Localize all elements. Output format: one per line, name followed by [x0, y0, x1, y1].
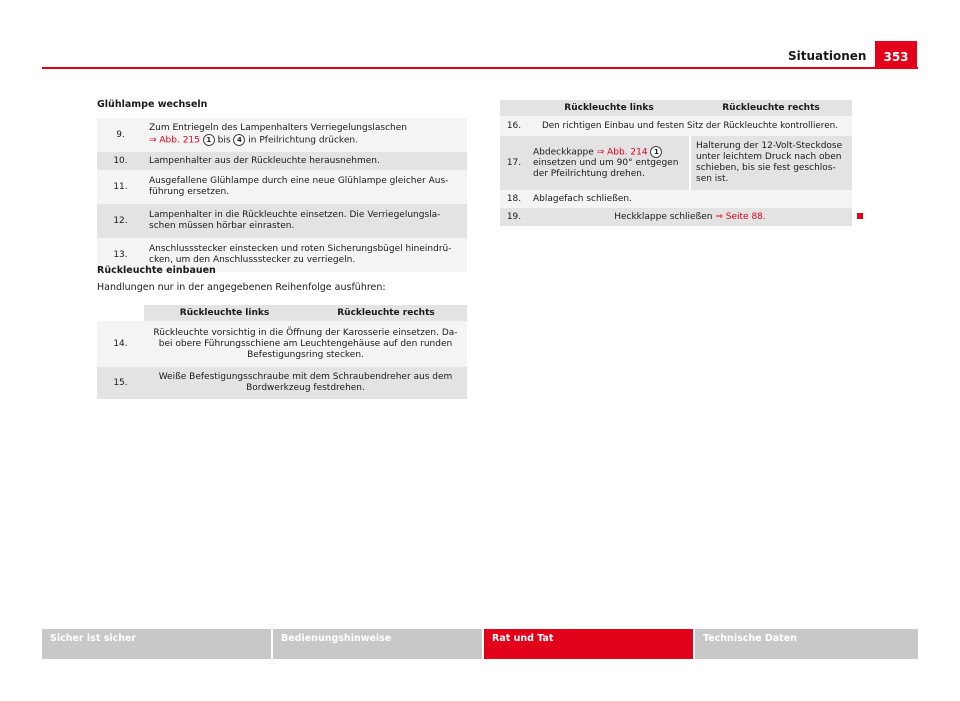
step-number: 16.	[500, 116, 528, 136]
step-number: 11.	[97, 170, 144, 204]
column-header-right: Rückleuchte rechts	[690, 100, 852, 116]
step-text-left	[528, 136, 690, 190]
step-text: Ausgefallene Glühlampe durch eine neue Glühlampe gleicher Aus-führung ersetzen.	[144, 170, 467, 204]
callout-badge: 4	[233, 134, 245, 146]
step-text-part: in Pfeilrichtung drücken.	[248, 135, 358, 146]
footer-nav	[42, 629, 918, 659]
taillight-check-table	[500, 100, 852, 226]
step-text: Lampenhalter aus der Rückleuchte herausnehmen.	[144, 152, 467, 170]
step-number: 17.	[500, 136, 528, 190]
figure-link[interactable]: ⇒ Abb. 215	[149, 135, 200, 146]
step-text-part: Heckklappe schließen	[614, 211, 716, 222]
step-text	[528, 208, 852, 226]
step-number: 10.	[97, 152, 144, 170]
callout-badge: 1	[650, 146, 662, 158]
footer-tab-technische-daten[interactable]: Technische Daten	[695, 629, 918, 659]
step-text-part: Abdeckkappe	[533, 147, 594, 158]
step-number: 15.	[97, 367, 144, 399]
step-text-right: Halterung der 12-Volt-Steckdose unter leichtem Druck nach oben schieben, bis sie fest geschlos-sen ist.	[690, 136, 852, 190]
bulb-steps-table	[97, 118, 467, 272]
section-heading-gluehlampe: Glühlampe wechseln	[97, 99, 208, 110]
table-row	[97, 321, 467, 367]
step-text-part: bis	[217, 135, 231, 146]
header-rule	[42, 67, 918, 69]
column-header-right: Rückleuchte rechts	[305, 305, 467, 321]
table-row	[97, 367, 467, 399]
footer-tab-bedienung[interactable]: Bedienungshinweise	[273, 629, 482, 659]
header-empty-cell	[500, 100, 528, 116]
step-text-part: Zum Entriegeln des Lampenhalters Verriegelungslaschen	[149, 123, 407, 134]
step-number: 9.	[97, 118, 144, 152]
column-header-left: Rückleuchte links	[528, 100, 690, 116]
step-number: 14.	[97, 321, 144, 367]
table-row	[500, 136, 852, 190]
step-text: Den richtigen Einbau und festen Sitz der Rückleuchte kontrollieren.	[528, 116, 852, 136]
section-heading-einbauen: Rückleuchte einbauen	[97, 265, 216, 276]
step-text: Ablagefach schließen.	[528, 190, 852, 208]
instruction-text: Handlungen nur in der angegebenen Reihenfolge ausführen:	[97, 282, 386, 293]
table-row	[500, 208, 852, 226]
table-row	[97, 118, 467, 152]
install-steps-table	[97, 305, 467, 399]
step-number: 18.	[500, 190, 528, 208]
table-row	[97, 170, 467, 204]
step-text-part: einsetzen und um 90° entgegen der Pfeilrichtung drehen.	[533, 158, 679, 180]
table-row	[500, 190, 852, 208]
step-text: Lampenhalter in die Rückleuchte einsetzen. Die Verriegelungsla-schen müssen hörbar einrasten.	[144, 204, 467, 238]
figure-link[interactable]: ⇒ Abb. 214	[596, 147, 648, 158]
step-number: 13.	[97, 238, 144, 272]
chapter-title: Situationen	[788, 49, 867, 63]
section-end-marker	[857, 213, 863, 219]
callout-badge: 1	[203, 134, 215, 146]
table-row	[500, 116, 852, 136]
step-number: 12.	[97, 204, 144, 238]
page-link[interactable]: ⇒ Seite 88.	[715, 211, 766, 222]
table-row	[97, 152, 467, 170]
table-row	[97, 204, 467, 238]
page-number: 353	[875, 41, 917, 67]
step-text: Rückleuchte vorsichtig in die Öffnung der Karosserie einsetzen. Da-bei obere Führungsschiene am Leuchtengehäuse auf den runden Befestigungsring stecken.	[144, 321, 467, 367]
step-text: Weiße Befestigungsschraube mit dem Schraubendreher aus dem Bordwerkzeug festdrehen.	[144, 367, 467, 399]
step-text: Anschlussstecker einstecken und roten Sicherungsbügel hineindrü-cken, um den Anschlussstecker zu verriegeln.	[144, 238, 467, 272]
step-text	[144, 118, 467, 152]
header-empty-cell	[97, 305, 144, 321]
footer-tab-rat-und-tat[interactable]: Rat und Tat	[484, 629, 693, 659]
column-header-left: Rückleuchte links	[144, 305, 305, 321]
footer-tab-sicher[interactable]: Sicher ist sicher	[42, 629, 271, 659]
step-number: 19.	[500, 208, 528, 226]
